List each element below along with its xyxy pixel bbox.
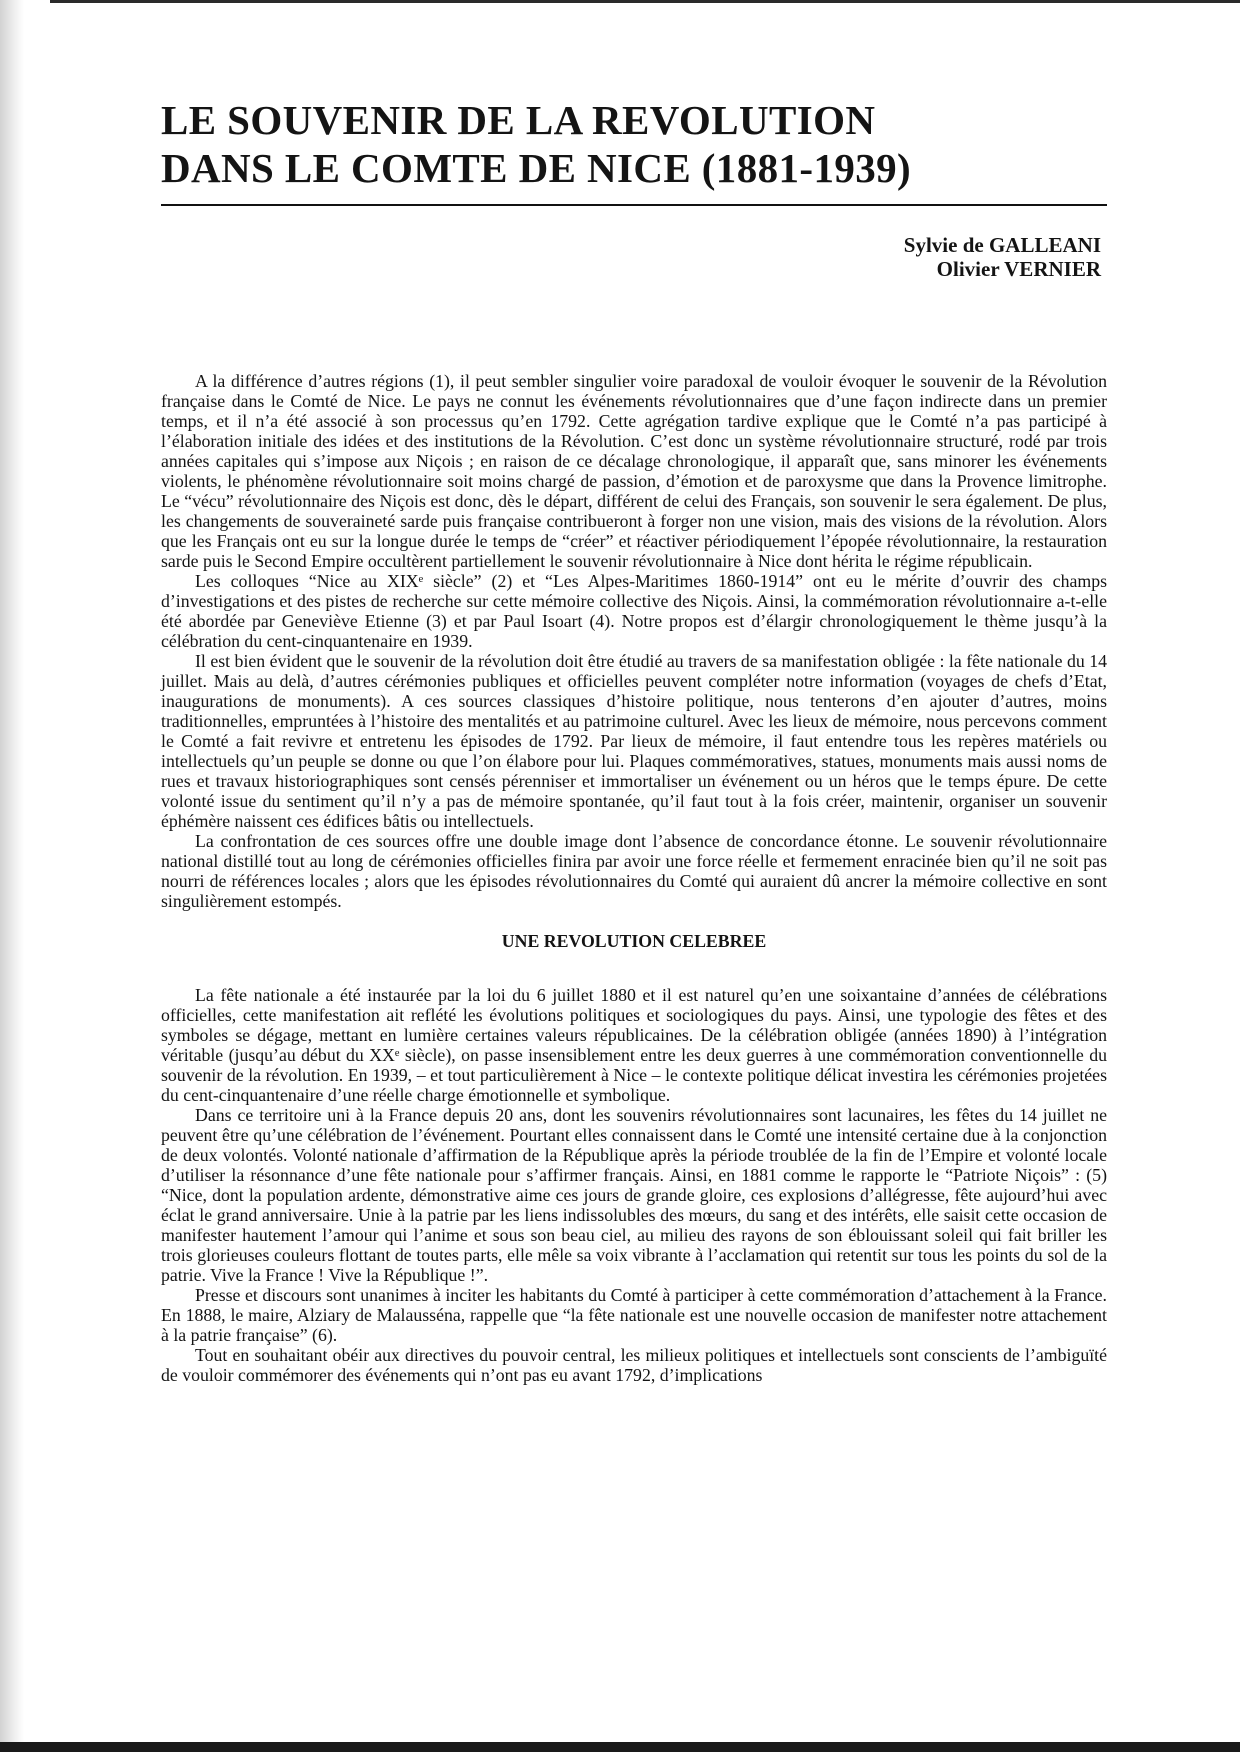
author-name: Sylvie de GALLEANI xyxy=(903,233,1101,257)
article-body xyxy=(161,371,1107,1385)
body-paragraph: Presse et discours sont unanimes à inciter les habitants du Comté à participer à cette commémoration d’attachement à la France. En 1888, le maire, Alziary de Malausséna, rappelle que “la fête nationale est une nouvelle occasion de manifester notre attachement à la patrie française” (6). xyxy=(161,1285,1107,1345)
body-paragraph: Dans ce territoire uni à la France depuis 20 ans, dont les souvenirs révolutionnaires sont lacunaires, les fêtes du 14 juillet ne peuvent être qu’une célébration de l’événement. Pourtant elles connaissent dans le Comté une intensité certaine due à la conjonction de deux volontés. Volonté nationale d’affirmation de la République après la période troublée de la fin de l’Empire et volonté locale d’utiliser la résonnance d’une fête nationale pour s’affirmer français. Ainsi, en 1881 comme le rapporte le “Patriote Niçois” : (5) “Nice, dont la population ardente, démonstrative aime ces jours de grande gloire, ces explosions d’allégresse, fête aujourd’hui avec éclat le grand anniversaire. Unie à la patrie par les liens indissolubles des mœurs, du sang et des intérêts, elle saisit cette occasion de manifester hautement l’amour qui l’anime et sous son beau ciel, au milieu des rayons de son éblouissant soleil qui fait briller les trois glorieuses couleurs flottant de toutes parts, elle mêle sa voix vibrante à l’acclamation qui retentit sur tous les points du sol de la patrie. Vive la France ! Vive la République !”. xyxy=(161,1105,1107,1285)
article-title: LE SOUVENIR DE LA REVOLUTION DANS LE COMTE DE NICE (1881-1939) xyxy=(161,97,912,191)
body-paragraph: Il est bien évident que le souvenir de la révolution doit être étudié au travers de sa manifestation obligée : la fête nationale du 14 juillet. Mais au delà, d’autres cérémonies publiques et officielles peuvent compléter notre information (voyages de chefs d’Etat, inaugurations de monuments). A ces sources classiques d’histoire politique, nous tenterons d’en ajouter d’autres, moins traditionnelles, empruntées à l’histoire des mentalités et au patrimoine culturel. Avec les lieux de mémoire, nous percevons comment le Comté a fait revivre et entretenu les épisodes de 1792. Par lieux de mémoire, il faut entendre tous les repères matériels ou intellectuels qu’un peuple se donne ou que l’on élabore pour lui. Plaques commémoratives, statues, monuments mais aussi noms de rues et travaux historiographiques sont censés pérenniser et immortaliser un événement ou un héros que le temps épure. De cette volonté issue du sentiment qu’il n’y a pas de mémoire spontanée, qu’il faut tout à la fois créer, maintenir, organiser un souvenir éphémère naissent ces édifices bâtis ou intellectuels. xyxy=(161,651,1107,831)
body-paragraph: A la différence d’autres régions (1), il peut sembler singulier voire paradoxal de vouloir évoquer le souvenir de la Révolution française dans le Comté de Nice. Le pays ne connut les événements révolutionnaires que d’une façon indirecte dans un premier temps, et il n’a été associé à son processus qu’en 1792. Cette agrégation tardive explique que le Comté n’a pas participé à l’élaboration initiale des idées et des institutions de la Révolution. C’est donc un système révolutionnaire structuré, rodé par trois années capitales qui s’impose aux Niçois ; en raison de ce décalage chronologique, il apparaît que, sans minorer les événements violents, le phénomène révolutionnaire soit moins chargé de passion, d’émotion et de paroxysme que dans la Provence limitrophe. Le “vécu” révolutionnaire des Niçois est donc, dès le départ, différent de celui des Français, son souvenir le sera également. De plus, les changements de souveraineté sarde puis française contribueront à forger non une vision, mais des visions de la révolution. Alors que les Français ont eu sur la longue durée le temps de “créer” et réactiver périodiquement l’épopée révolutionnaire, la restauration sarde puis le Second Empire occultèrent partiellement le souvenir révolutionnaire à Nice dont hérita le régime républicain. xyxy=(161,371,1107,571)
body-paragraph: La confrontation de ces sources offre une double image dont l’absence de concordance étonne. Le souvenir révolutionnaire national distillé tout au long de cérémonies officielles finira par avoir une force réelle et fermement enracinée bien qu’il ne soit pas nourri de références locales ; alors que les épisodes révolutionnaires du Comté qui auraient dû ancrer la mémoire collective en sont singulièrement estompés. xyxy=(161,831,1107,911)
page-bottom-edge xyxy=(0,1742,1240,1752)
page-top-edge xyxy=(50,0,1240,3)
section-heading: UNE REVOLUTION CELEBREE xyxy=(501,931,767,951)
body-paragraph: La fête nationale a été instaurée par la loi du 6 juillet 1880 et il est naturel qu’en une soixantaine d’années de célébrations officielles, cette manifestation ait reflété les évolutions politiques et sociologiques du pays. Ainsi, une typologie des fêtes et des symboles se dégage, mettant en lumière certaines valeurs républicaines. De la célébration obligée (années 1890) à l’intégration véritable (jusqu’au début du XXᵉ siècle), on passe insensiblement entre les deux guerres à une commémoration conventionnelle du souvenir de la révolution. En 1939, – et tout particulièrement à Nice – le contexte politique délicat investira les cérémonies projetées du cent-cinquantenaire d’une réelle charge émotionnelle et symbolique. xyxy=(161,985,1107,1105)
body-paragraph: Les colloques “Nice au XIXᵉ siècle” (2) et “Les Alpes-Maritimes 1860-1914” ont eu le mérite d’ouvrir des champs d’investigations et des pistes de recherche sur cette mémoire collective des Niçois. Ainsi, la commémoration révolutionnaire a-t-elle été abordée par Geneviève Etienne (3) et par Paul Isoart (4). Notre propos est d’élargir chronologiquement le thème jusqu’à la célébration du cent-cinquantenaire en 1939. xyxy=(161,571,1107,651)
body-paragraph: Tout en souhaitant obéir aux directives du pouvoir central, les milieux politiques et intellectuels sont conscients de l’ambiguïté de vouloir commémorer des événements qui n’ont pas eu avant 1792, d’implications xyxy=(161,1345,1107,1385)
author-name: Olivier VERNIER xyxy=(936,257,1101,281)
authors-block xyxy=(161,233,1101,281)
article xyxy=(161,96,1107,1385)
book-binding-shadow xyxy=(0,0,24,1752)
title-rule xyxy=(161,204,1107,206)
